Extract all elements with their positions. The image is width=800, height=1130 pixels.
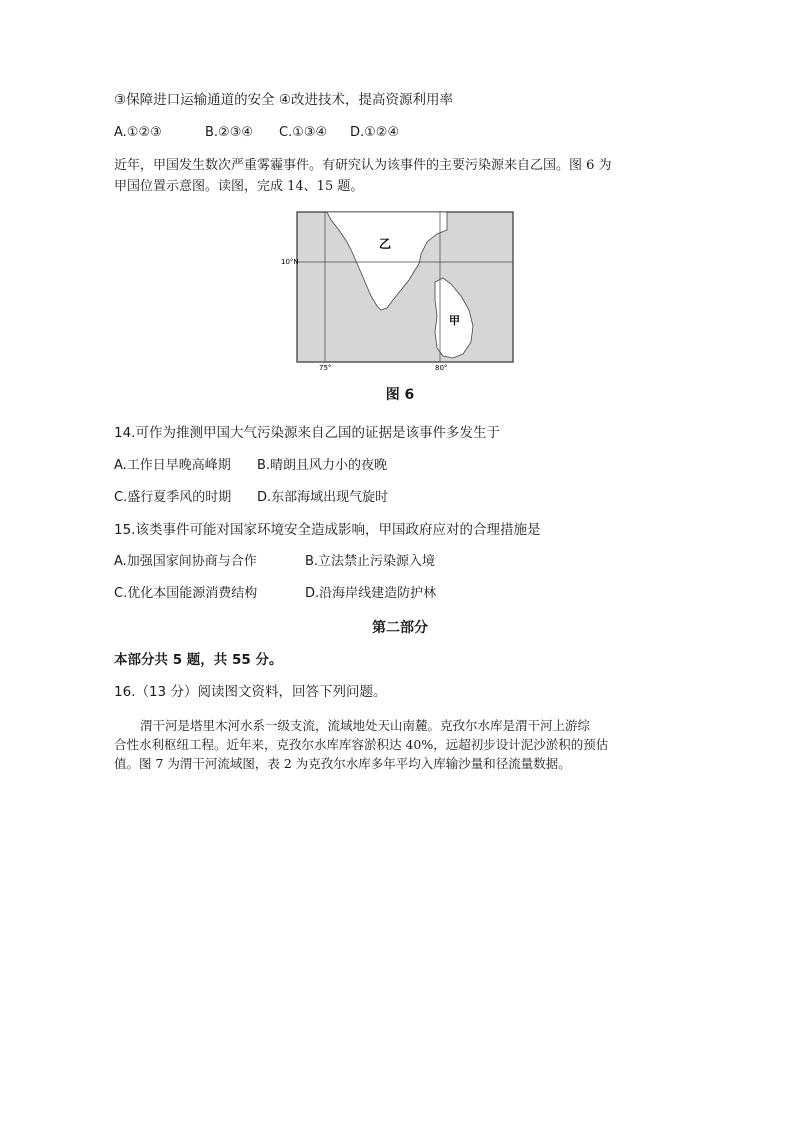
lat-label-10n: 10°N bbox=[281, 258, 299, 266]
country-yi-label: 乙 bbox=[379, 237, 392, 251]
q14-option-c: C.盛行夏季风的时期 bbox=[114, 490, 232, 505]
q15-stem: 15.该类事件可能对国家环境安全造成影响，甲国政府应对的合理措施是 bbox=[114, 522, 541, 538]
q16-passage-line-2: 合性水利枢纽工程。近年来，克孜尔水库库容淤积达 40%，远超初步设计泥沙淤积的预估 bbox=[114, 737, 609, 752]
q14-stem: 14.可作为推测甲国大气污染源来自乙国的证据是该事件多发生于 bbox=[114, 425, 500, 441]
country-jia-label: 甲 bbox=[449, 314, 460, 327]
figure-6-caption: 图 6 bbox=[385, 387, 415, 403]
q15-option-c: C.优化本国能源消费结构 bbox=[114, 586, 258, 601]
q13-options-statement: ③保障进口运输通道的安全 ④改进技术，提高资源利用率 bbox=[114, 92, 453, 108]
q13-option-d: D.①②④ bbox=[350, 125, 400, 140]
q16-passage bbox=[114, 716, 694, 773]
part-2-summary: 本部分共 5 题，共 55 分。 bbox=[114, 652, 283, 668]
intro-line-2: 甲国位置示意图。读图，完成 14、15 题。 bbox=[114, 179, 364, 194]
q15-option-d: D.沿海岸线建造防护林 bbox=[305, 586, 437, 601]
q16-passage-line-1: 渭干河是塔里木河水系一级支流，流域地处天山南麓。克孜尔水库是渭干河上游综 bbox=[140, 718, 591, 733]
location-map bbox=[281, 212, 513, 372]
lon-label-75: 75° bbox=[319, 364, 332, 372]
q13-option-b: B.②③④ bbox=[205, 125, 254, 140]
q16-passage-line-3: 值。图 7 为渭干河流域图，表 2 为克孜尔水库多年平均入库输沙量和径流量数据。 bbox=[114, 756, 571, 771]
q13-option-c: C.①③④ bbox=[279, 125, 328, 140]
lon-label-80: 80° bbox=[435, 364, 448, 372]
q15-option-b: B.立法禁止污染源入境 bbox=[305, 554, 436, 569]
q14-option-d: D.东部海域出现气旋时 bbox=[257, 490, 389, 505]
q13-option-a: A.①②③ bbox=[114, 125, 162, 140]
q14-option-b: B.晴朗且风力小的夜晚 bbox=[257, 458, 388, 473]
q16-stem: 16.（13 分）阅读图文资料，回答下列问题。 bbox=[114, 684, 387, 700]
q15-option-a: A.加强国家间协商与合作 bbox=[114, 554, 257, 569]
q14-option-a: A.工作日早晚高峰期 bbox=[114, 458, 231, 473]
part-2-heading: 第二部分 bbox=[372, 620, 428, 636]
intro-line-1: 近年，甲国发生数次严重雾霾事件。有研究认为该事件的主要污染源来自乙国。图 6 为 bbox=[114, 158, 612, 173]
